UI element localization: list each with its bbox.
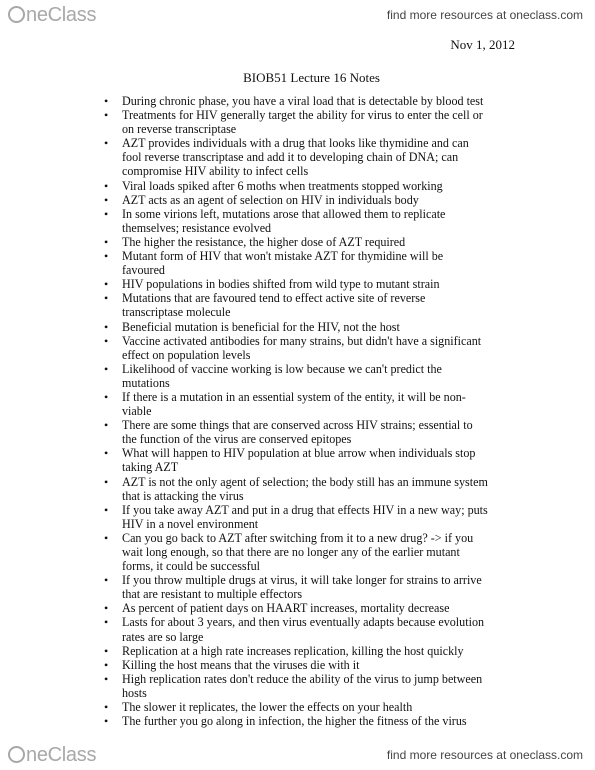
note-item: • Mutant form of HIV that won't mistake AZT for thymidine will be favoured xyxy=(104,249,489,277)
logo-circle-icon xyxy=(8,6,25,23)
note-item: • HIV populations in bodies shifted from wild type to mutant strain xyxy=(104,277,489,291)
oneclass-logo[interactable] xyxy=(8,4,96,27)
logo-text: neClass xyxy=(26,4,97,26)
note-item: • During chronic phase, you have a viral load that is detectable by blood test xyxy=(104,94,489,108)
note-item: • Killing the host means that the viruses die with it xyxy=(104,658,489,672)
note-item: • There are some things that are conserved across HIV strains; essential to the function of the virus are conserved epitopes xyxy=(104,418,489,446)
logo-text: neClass xyxy=(26,744,97,766)
note-item: • The further you go along in infection, the higher the fitness of the virus xyxy=(104,714,489,728)
document-title xyxy=(0,70,595,86)
note-item: • In some virions left, mutations arose that allowed them to replicate themselves; resistance evolved xyxy=(104,207,489,235)
note-item: • Likelihood of vaccine working is low because we can't predict the mutations xyxy=(104,362,489,390)
note-item: • As percent of patient days on HAART increases, mortality decrease xyxy=(104,601,489,615)
note-item: • Viral loads spiked after 6 moths when treatments stopped working xyxy=(104,179,489,193)
note-item: • Vaccine activated antibodies for many strains, but didn't have a significant effect on population levels xyxy=(104,334,489,362)
document-title-text: BIOB51 Lecture 16 Notes xyxy=(243,70,380,85)
note-item: • High replication rates don't reduce the ability of the virus to jump between hosts xyxy=(104,672,489,700)
note-item: • The slower it replicates, the lower the effects on your health xyxy=(104,700,489,714)
note-item: • AZT provides individuals with a drug that looks like thymidine and can fool reverse transcriptase and add it to developing chain of DNA; can compromise HIV ability to infect cells xyxy=(104,136,489,178)
notes-list xyxy=(104,94,489,728)
find-resources-link-footer[interactable]: find more resources at oneclass.com xyxy=(386,748,583,762)
page-footer xyxy=(0,740,595,770)
note-item: • AZT acts as an agent of selection on HIV in individuals body xyxy=(104,193,489,207)
note-item: • Beneficial mutation is beneficial for the HIV, not the host xyxy=(104,320,489,334)
note-item: • The higher the resistance, the higher dose of AZT required xyxy=(104,235,489,249)
document-date: Nov 1, 2012 xyxy=(450,37,515,52)
note-item: • What will happen to HIV population at blue arrow when individuals stop taking AZT xyxy=(104,446,489,474)
oneclass-logo-footer[interactable] xyxy=(8,744,96,767)
find-resources-link[interactable]: find more resources at oneclass.com xyxy=(386,8,583,22)
note-item: • If there is a mutation in an essential system of the entity, it will be non-viable xyxy=(104,390,489,418)
note-item: • Mutations that are favoured tend to effect active site of reverse transcriptase molecule xyxy=(104,291,489,319)
page-header xyxy=(0,0,595,30)
note-item: • If you throw multiple drugs at virus, it will take longer for strains to arrive that are resistant to multiple effectors xyxy=(104,573,489,601)
logo-circle-icon xyxy=(8,746,25,763)
note-item: • Lasts for about 3 years, and then virus eventually adapts because evolution rates are so large xyxy=(104,615,489,643)
note-item: • Can you go back to AZT after switching from it to a new drug? -> if you wait long enough, so that there are no longer any of the earlier mutant forms, it could be successful xyxy=(104,531,489,573)
note-item: • AZT is not the only agent of selection; the body still has an immune system that is attacking the virus xyxy=(104,475,489,503)
note-item: • Treatments for HIV generally target the ability for virus to enter the cell or on reverse transcriptase xyxy=(104,108,489,136)
note-item: • If you take away AZT and put in a drug that effects HIV in a new way; puts HIV in a novel environment xyxy=(104,503,489,531)
note-item: • Replication at a high rate increases replication, killing the host quickly xyxy=(104,644,489,658)
